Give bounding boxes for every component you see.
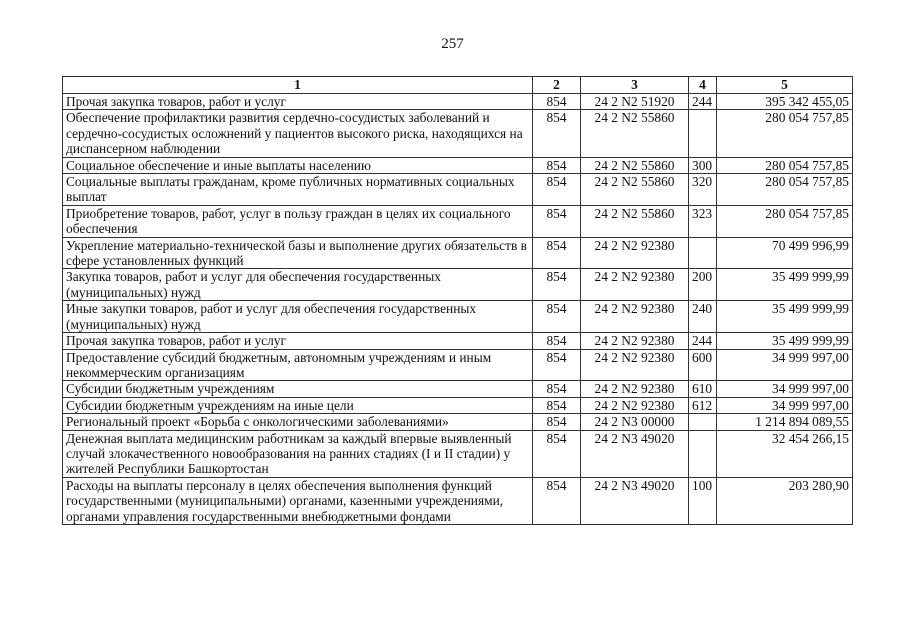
row-expense-type: 100 — [689, 477, 717, 524]
row-target-code: 24 2 N3 00000 — [581, 414, 689, 430]
row-amount: 203 280,90 — [717, 477, 853, 524]
budget-table — [62, 76, 853, 525]
row-target-code: 24 2 N3 49020 — [581, 430, 689, 477]
row-expense-type: 244 — [689, 94, 717, 110]
row-ministry-code: 854 — [533, 269, 581, 301]
header-col-1: 1 — [63, 77, 533, 94]
row-ministry-code: 854 — [533, 477, 581, 524]
row-expense-type: 323 — [689, 205, 717, 237]
table-row — [63, 349, 853, 381]
table-row — [63, 397, 853, 413]
row-ministry-code: 854 — [533, 174, 581, 206]
row-target-code: 24 2 N2 55860 — [581, 110, 689, 157]
page-number: 257 — [441, 36, 464, 52]
row-amount: 34 999 997,00 — [717, 381, 853, 397]
row-name: Закупка товаров, работ и услуг для обеспечения государственных (муниципальных) нужд — [63, 269, 533, 301]
row-amount: 35 499 999,99 — [717, 333, 853, 349]
row-name: Предоставление субсидий бюджетным, автономным учреждениям и иным некоммерческим организациям — [63, 349, 533, 381]
table-row — [63, 110, 853, 157]
row-expense-type: 320 — [689, 174, 717, 206]
table-row — [63, 157, 853, 173]
row-target-code: 24 2 N2 92380 — [581, 269, 689, 301]
row-amount: 34 999 997,00 — [717, 349, 853, 381]
row-name: Социальные выплаты гражданам, кроме публичных нормативных социальных выплат — [63, 174, 533, 206]
row-ministry-code: 854 — [533, 110, 581, 157]
row-name: Региональный проект «Борьба с онкологическими заболеваниями» — [63, 414, 533, 430]
row-name: Иные закупки товаров, работ и услуг для обеспечения государственных (муниципальных) нужд — [63, 301, 533, 333]
row-name: Обеспечение профилактики развития сердечно-сосудистых заболеваний и сердечно-сосудистых осложнений у пациентов высокого риска, находящихся на диспансерном наблюдении — [63, 110, 533, 157]
table-row — [63, 269, 853, 301]
row-amount: 70 499 996,99 — [717, 237, 853, 269]
table-row — [63, 414, 853, 430]
header-col-3: 3 — [581, 77, 689, 94]
row-ministry-code: 854 — [533, 205, 581, 237]
row-amount: 280 054 757,85 — [717, 157, 853, 173]
row-target-code: 24 2 N2 92380 — [581, 381, 689, 397]
row-amount: 280 054 757,85 — [717, 205, 853, 237]
row-name: Денежная выплата медицинским работникам за каждый впервые выявленный случай злокачественного новообразования на ранних стадиях (I и II стадии) у жителей Республики Башкортостан — [63, 430, 533, 477]
table-row — [63, 333, 853, 349]
row-amount: 34 999 997,00 — [717, 397, 853, 413]
row-expense-type: 244 — [689, 333, 717, 349]
header-col-4: 4 — [689, 77, 717, 94]
row-target-code: 24 2 N2 92380 — [581, 333, 689, 349]
table-row — [63, 237, 853, 269]
row-target-code: 24 2 N2 92380 — [581, 301, 689, 333]
row-name: Субсидии бюджетным учреждениям — [63, 381, 533, 397]
row-target-code: 24 2 N2 92380 — [581, 237, 689, 269]
row-expense-type: 240 — [689, 301, 717, 333]
row-expense-type — [689, 430, 717, 477]
table-row — [63, 94, 853, 110]
table-row — [63, 477, 853, 524]
row-name: Субсидии бюджетным учреждениям на иные цели — [63, 397, 533, 413]
row-name: Расходы на выплаты персоналу в целях обеспечения выполнения функций государственными (муниципальными) органами, казенными учреждениями, органами управления государственными внебюджетными фондами — [63, 477, 533, 524]
row-expense-type — [689, 110, 717, 157]
row-amount: 32 454 266,15 — [717, 430, 853, 477]
row-ministry-code: 854 — [533, 301, 581, 333]
row-expense-type: 612 — [689, 397, 717, 413]
row-expense-type — [689, 237, 717, 269]
row-ministry-code: 854 — [533, 333, 581, 349]
row-amount: 280 054 757,85 — [717, 110, 853, 157]
row-target-code: 24 2 N2 92380 — [581, 397, 689, 413]
row-ministry-code: 854 — [533, 94, 581, 110]
row-target-code: 24 2 N2 55860 — [581, 174, 689, 206]
header-col-2: 2 — [533, 77, 581, 94]
table-row — [63, 205, 853, 237]
row-target-code: 24 2 N2 55860 — [581, 205, 689, 237]
table-header-row — [63, 77, 853, 94]
row-amount: 35 499 999,99 — [717, 301, 853, 333]
row-target-code: 24 2 N2 92380 — [581, 349, 689, 381]
row-ministry-code: 854 — [533, 349, 581, 381]
table-row — [63, 381, 853, 397]
row-expense-type: 600 — [689, 349, 717, 381]
row-name: Укрепление материально-технической базы и выполнение других обязательств в сфере установленных функций — [63, 237, 533, 269]
row-amount: 280 054 757,85 — [717, 174, 853, 206]
row-amount: 395 342 455,05 — [717, 94, 853, 110]
row-ministry-code: 854 — [533, 414, 581, 430]
table-row — [63, 301, 853, 333]
table-row — [63, 430, 853, 477]
row-name: Прочая закупка товаров, работ и услуг — [63, 94, 533, 110]
row-name: Приобретение товаров, работ, услуг в пользу граждан в целях их социального обеспечения — [63, 205, 533, 237]
row-ministry-code: 854 — [533, 237, 581, 269]
row-amount: 1 214 894 089,55 — [717, 414, 853, 430]
row-ministry-code: 854 — [533, 397, 581, 413]
row-target-code: 24 2 N2 55860 — [581, 157, 689, 173]
header-col-5: 5 — [717, 77, 853, 94]
table-row — [63, 174, 853, 206]
row-name: Социальное обеспечение и иные выплаты населению — [63, 157, 533, 173]
row-ministry-code: 854 — [533, 381, 581, 397]
row-expense-type — [689, 414, 717, 430]
row-amount: 35 499 999,99 — [717, 269, 853, 301]
row-name: Прочая закупка товаров, работ и услуг — [63, 333, 533, 349]
row-ministry-code: 854 — [533, 430, 581, 477]
row-ministry-code: 854 — [533, 157, 581, 173]
row-expense-type: 200 — [689, 269, 717, 301]
row-expense-type: 610 — [689, 381, 717, 397]
row-target-code: 24 2 N3 49020 — [581, 477, 689, 524]
row-expense-type: 300 — [689, 157, 717, 173]
row-target-code: 24 2 N2 51920 — [581, 94, 689, 110]
